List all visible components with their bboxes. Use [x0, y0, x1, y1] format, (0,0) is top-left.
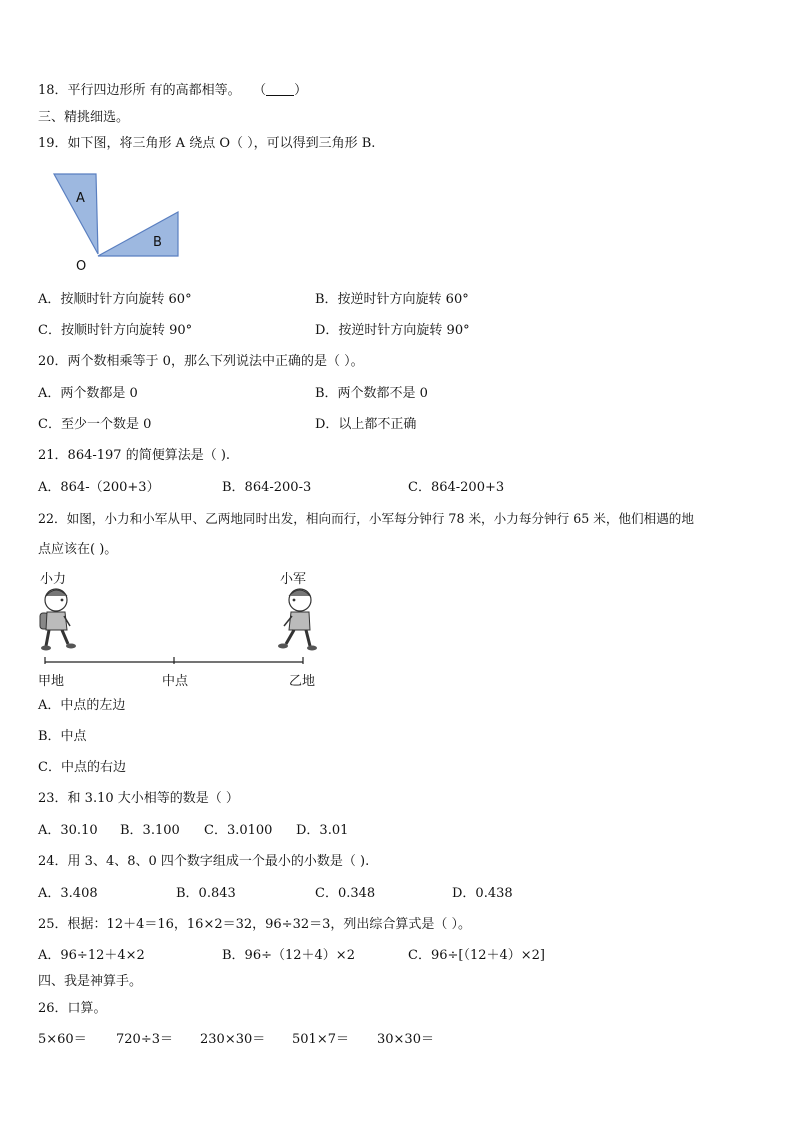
distance-line: [42, 656, 322, 668]
option-19-b[interactable]: B．按逆时针方向旋转 60°: [315, 292, 469, 307]
mental-calc-item[interactable]: 5×60＝: [38, 1032, 87, 1047]
option-25-a[interactable]: A．96÷12＋4×2: [38, 948, 145, 963]
point-o-label: O: [76, 259, 87, 274]
section-3-heading: 三、精挑细选。: [38, 110, 130, 125]
option-22-b[interactable]: B．中点: [38, 729, 87, 744]
option-20-b[interactable]: B．两个数都不是 0: [315, 386, 428, 401]
option-22-a[interactable]: A．中点的左边: [38, 698, 126, 713]
walking-boy-right-icon: [272, 586, 322, 656]
option-19-a[interactable]: A．按顺时针方向旋转 60°: [38, 292, 192, 307]
question-23-text: 23．和 3.10 大小相等的数是（ ）: [38, 791, 239, 806]
option-24-c[interactable]: C．0.348: [315, 886, 376, 901]
triangle-b-label: B: [153, 235, 162, 250]
option-23-d[interactable]: D．3.01: [296, 823, 349, 838]
option-21-b[interactable]: B．864-200-3: [222, 480, 312, 495]
option-23-c[interactable]: C．3.0100: [204, 823, 273, 838]
question-26-text: 26．口算。: [38, 1001, 107, 1016]
rotation-figure: [48, 168, 198, 278]
option-25-c[interactable]: C．96÷[（12＋4）×2]: [408, 948, 546, 963]
option-23-b[interactable]: B．3.100: [120, 823, 180, 838]
question-22-text-line2: 点应该在( )。: [38, 542, 118, 557]
point-jia-label: 甲地: [38, 674, 65, 689]
option-21-c[interactable]: C．864-200+3: [408, 480, 505, 495]
point-yi-label: 乙地: [289, 674, 316, 689]
option-21-a[interactable]: A．864-（200+3）: [38, 480, 160, 495]
question-24-text: 24．用 3、4、8、0 四个数字组成一个最小的小数是（ ).: [38, 854, 370, 869]
mental-calc-item[interactable]: 720÷3＝: [116, 1032, 173, 1047]
answer-blank[interactable]: [266, 83, 294, 96]
question-18: [38, 83, 307, 99]
question-19-text: 19．如下图，将三角形 A 绕点 O（ ），可以得到三角形 B.: [38, 136, 376, 151]
option-24-a[interactable]: A．3.408: [38, 886, 98, 901]
question-20-text: 20．两个数相乘等于 0，那么下列说法中正确的是（ ）。: [38, 354, 364, 369]
option-24-b[interactable]: B．0.843: [176, 886, 236, 901]
point-mid-label: 中点: [162, 674, 189, 689]
option-20-d[interactable]: D．以上都不正确: [315, 417, 417, 432]
question-22-text-line1: 22．如图，小力和小军从甲、乙两地同时出发，相向而行，小军每分钟行 78 米，小力每分钟行 65 米，他们相遇的地: [38, 511, 694, 526]
option-19-d[interactable]: D．按逆时针方向旋转 90°: [315, 323, 470, 338]
option-20-a[interactable]: A．两个数都是 0: [38, 386, 138, 401]
option-20-c[interactable]: C．至少一个数是 0: [38, 417, 152, 432]
person-right-label: 小军: [280, 572, 307, 587]
person-left-label: 小力: [40, 572, 67, 587]
triangle-b: [98, 212, 178, 256]
option-25-b[interactable]: B．96÷（12＋4）×2: [222, 948, 355, 963]
question-18-paren-close: ）: [294, 83, 308, 98]
option-24-d[interactable]: D．0.438: [452, 886, 513, 901]
option-23-a[interactable]: A．30.10: [38, 823, 98, 838]
mental-calc-item[interactable]: 230×30＝: [200, 1032, 266, 1047]
question-21-text: 21．864-197 的简便算法是（ ).: [38, 448, 231, 463]
walking-boy-left-icon: [34, 586, 84, 656]
option-22-c[interactable]: C．中点的右边: [38, 760, 126, 775]
question-18-paren-open: （: [253, 83, 267, 98]
question-25-text: 25．根据：12＋4＝16，16×2＝32，96÷32＝3，列出综合算式是（ ）。: [38, 917, 472, 932]
mental-calc-item[interactable]: 30×30＝: [377, 1032, 434, 1047]
option-19-c[interactable]: C．按顺时针方向旋转 90°: [38, 323, 193, 338]
triangle-a: [54, 174, 98, 254]
section-4-heading: 四、我是神算手。: [38, 974, 143, 989]
triangle-a-label: A: [76, 191, 85, 206]
mental-calc-item[interactable]: 501×7＝: [292, 1032, 349, 1047]
question-18-text: 18．平行四边形所 有的高都相等。: [38, 83, 241, 98]
